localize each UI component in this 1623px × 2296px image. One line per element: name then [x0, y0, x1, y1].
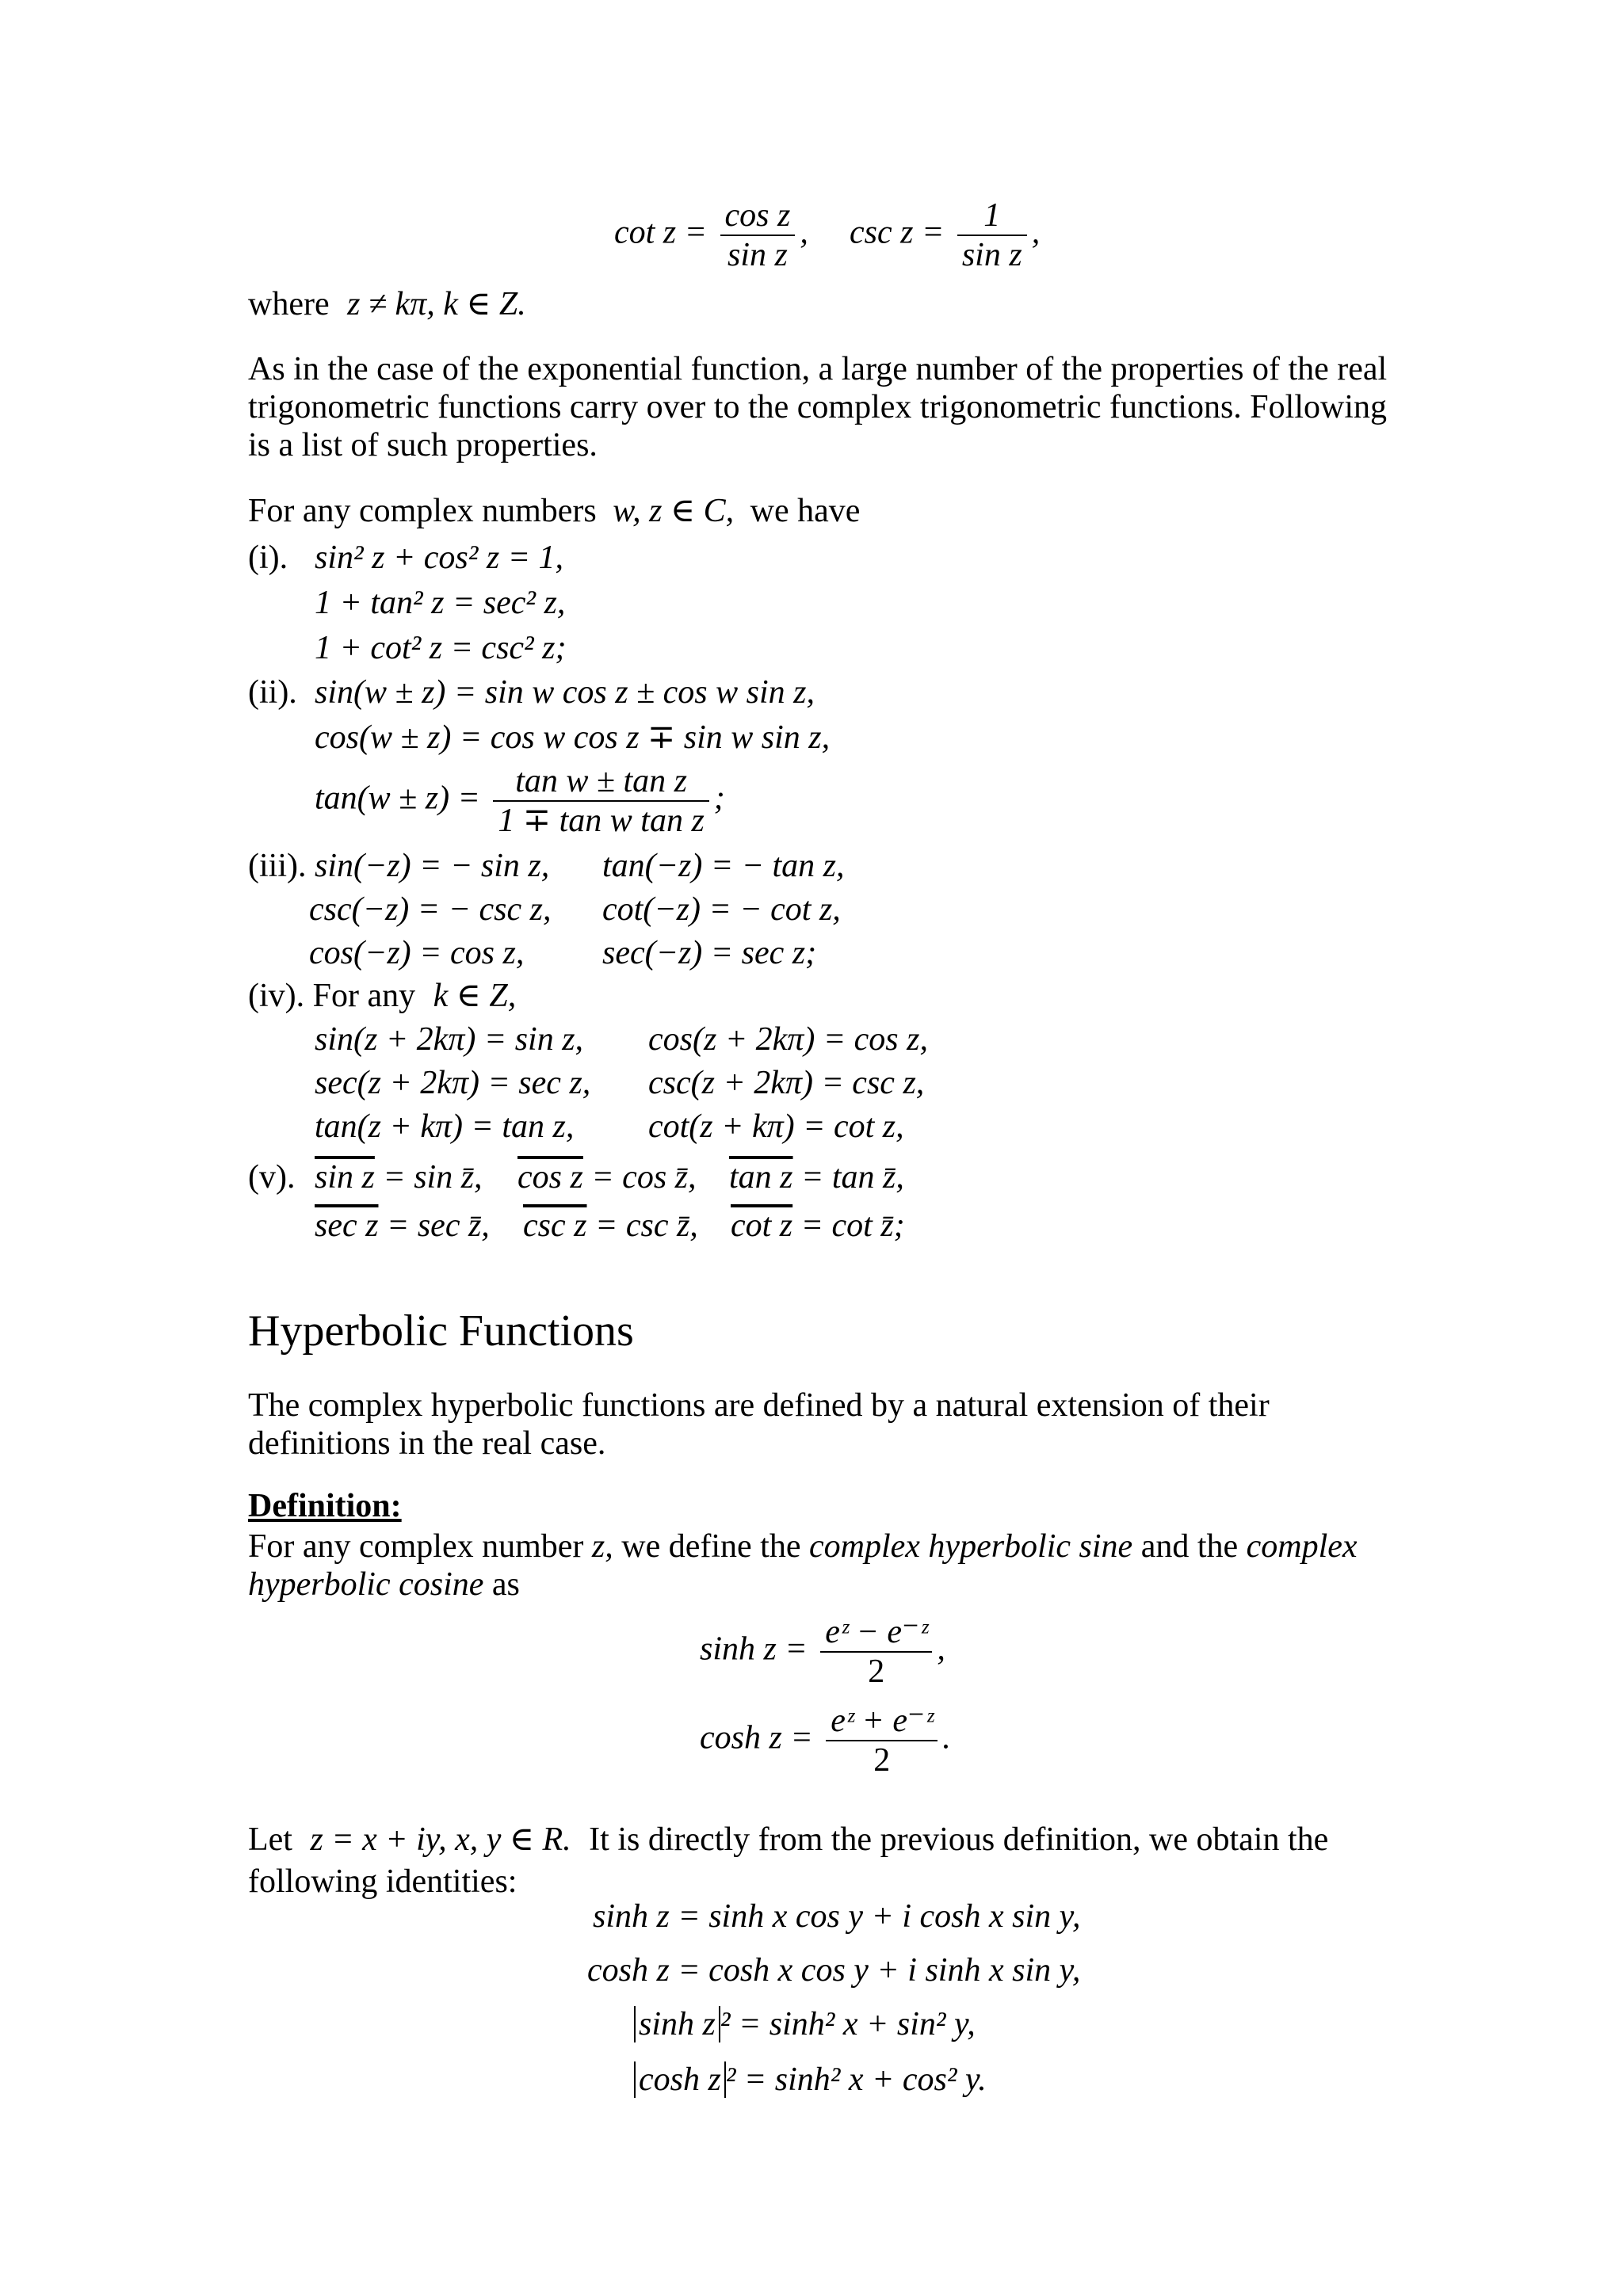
prop-v-cos-lhs: cos z [517, 1159, 583, 1196]
def-term-2a: complex [1246, 1528, 1358, 1565]
intro-paragraph: As in the case of the exponential function, a large number of the properties of the real trigonometric functions carry over to the complex trigonometric functions. Following is a list of such properties. [248, 351, 1388, 463]
csc-fraction [957, 196, 1027, 274]
cosh-definition [700, 1702, 951, 1779]
prop-iv-1b: cos(z + 2kπ) = cos z, [648, 1021, 929, 1058]
prop-ii-1: sin(w ± z) = sin w cos z ± cos w sin z, [315, 674, 815, 711]
identity-abs-cosh [634, 2063, 987, 2096]
prop-iii-2b: cot(−z) = − cot z, [602, 891, 841, 928]
def-text-3: and the [1140, 1528, 1239, 1565]
prop-iv-cond: k ∈ Z, [433, 978, 517, 1014]
tan-sum-numerator: tan w ± tan z [493, 762, 708, 802]
prop-ii-3 [315, 762, 725, 840]
tan-sum-fraction [493, 762, 708, 840]
prop-iv-2a: sec(z + 2kπ) = sec z, [315, 1065, 591, 1101]
prop-v-cot-lhs: cot z [731, 1207, 793, 1244]
cot-numerator: cos z [720, 196, 796, 236]
prop-iii-1b: tan(−z) = − tan z, [602, 848, 845, 884]
sinh-end: , [937, 1630, 945, 1668]
prop-v-csc-rhs: = csc z̄, [594, 1207, 698, 1244]
def-text-4: as [491, 1566, 520, 1603]
for-any-vars: w, z ∈ C, [613, 493, 735, 529]
prop-ii-3-lhs: tan(w ± z) = [315, 780, 480, 817]
identity-sinh: sinh z = sinh x cos y + i cosh x sin y, [593, 1898, 1081, 1935]
hyperbolic-intro: The complex hyperbolic functions are defined by a natural extension of their definitions in the real case. [248, 1387, 1270, 1462]
prop-i-label: (i). [248, 540, 288, 576]
prop-v-tan [729, 1161, 904, 1194]
identity-cosh: cosh z = cosh x cos y + i sinh x sin y, [587, 1952, 1081, 1989]
cosh-denominator: 2 [873, 1742, 891, 1779]
identity-abs-sinh [634, 2008, 976, 2041]
let-rest: It is directly from the previous definition, we obtain the [589, 1821, 1329, 1858]
cot-fraction [720, 196, 796, 274]
identity-abs-cosh-rest: ² = sinh² x + cos² y. [725, 2061, 987, 2098]
cot-definition [614, 196, 808, 274]
abs-sinh: sinh z [634, 2006, 720, 2042]
prop-v-tan-lhs: tan z [729, 1159, 793, 1196]
cosh-end: . [942, 1719, 951, 1756]
prop-v-cos-rhs: = cos z̄, [591, 1159, 697, 1196]
tan-sum-denominator: 1 ∓ tan w tan z [498, 803, 705, 839]
condition-math: z ≠ kπ, k ∈ Z. [347, 286, 526, 322]
def-var: z, [591, 1528, 613, 1565]
section-heading: Hyperbolic Functions [248, 1306, 634, 1356]
csc-comma: , [1031, 214, 1041, 251]
prop-ii-2: cos(w ± z) = cos w cos z ∓ sin w sin z, [315, 719, 831, 756]
def-text-2: we define the [621, 1528, 801, 1565]
csc-definition [850, 196, 1040, 274]
prop-v-sin-lhs: sin z [315, 1159, 375, 1196]
cot-lhs: cot z = [614, 214, 707, 251]
sinh-definition [700, 1613, 945, 1691]
prop-i-3: 1 + cot² z = csc² z; [315, 630, 567, 666]
cosh-numerator: eᶻ + e⁻ᶻ [826, 1702, 938, 1741]
prop-v-csc-lhs: csc z [523, 1207, 587, 1244]
def-term-2b: hyperbolic cosine [248, 1566, 484, 1603]
prop-iii-3b: sec(−z) = sec z; [602, 935, 817, 971]
abs-cosh: cosh z [634, 2061, 726, 2098]
prop-v-sec-rhs: = sec z̄, [386, 1207, 490, 1244]
prop-v-cos [517, 1161, 697, 1194]
prop-iv-label: (iv). For any [248, 978, 416, 1014]
prop-v-sec-lhs: sec z [315, 1207, 379, 1244]
csc-lhs: csc z = [850, 214, 945, 251]
sinh-lhs: sinh z = [700, 1630, 808, 1668]
prop-ii-label: (ii). [248, 674, 297, 711]
csc-denominator: sin z [961, 237, 1022, 273]
prop-iv-line [248, 979, 516, 1013]
cot-comma: , [800, 214, 808, 251]
prop-ii-3-end: ; [713, 780, 725, 817]
prop-v-label: (v). [248, 1159, 296, 1196]
where-text: where [248, 286, 330, 322]
definition-paragraph [248, 1527, 1389, 1604]
sinh-denominator: 2 [868, 1653, 885, 1690]
prop-i-2: 1 + tan² z = sec² z, [315, 585, 566, 621]
for-any-prefix: For any complex numbers [248, 493, 597, 529]
cot-denominator: sin z [727, 237, 788, 273]
let-vars: z = x + iy, x, y ∈ R. [310, 1821, 571, 1858]
prop-i-1: sin² z + cos² z = 1, [315, 540, 564, 576]
prop-iii-1a: sin(−z) = − sin z, [315, 848, 550, 884]
csc-numerator: 1 [957, 196, 1027, 236]
for-any-line [248, 494, 860, 528]
prop-v-tan-rhs: = tan z̄, [801, 1159, 904, 1196]
prop-iv-3a: tan(z + kπ) = tan z, [315, 1108, 575, 1145]
for-any-suffix: we have [750, 493, 861, 529]
prop-iv-2b: csc(z + 2kπ) = csc z, [648, 1065, 925, 1101]
prop-v-cot-rhs: = cot z̄; [800, 1207, 905, 1244]
let-line [248, 1823, 1328, 1856]
sinh-numerator: eᶻ − e⁻ᶻ [820, 1613, 932, 1653]
prop-v-sin-rhs: = sin z̄, [383, 1159, 483, 1196]
let-text: Let [248, 1821, 292, 1858]
prop-v-cot [731, 1209, 905, 1242]
def-text-1: For any complex number [248, 1528, 584, 1565]
prop-iv-1a: sin(z + 2kπ) = sin z, [315, 1021, 584, 1058]
prop-v-sin [315, 1161, 483, 1194]
let-line-2: following identities: [248, 1863, 517, 1900]
prop-iii-label: (iii). [248, 848, 307, 884]
definition-label: Definition: [248, 1488, 402, 1524]
prop-iii-3a: cos(−z) = cos z, [309, 935, 525, 971]
cosh-lhs: cosh z = [700, 1719, 813, 1756]
cosh-fraction [826, 1702, 938, 1779]
prop-v-csc [523, 1209, 698, 1242]
prop-v-sec [315, 1209, 490, 1242]
prop-iv-3b: cot(z + kπ) = cot z, [648, 1108, 904, 1145]
def-term-1: complex hyperbolic sine [809, 1528, 1133, 1565]
prop-iii-2a: csc(−z) = − csc z, [309, 891, 552, 928]
sinh-fraction [820, 1613, 932, 1691]
where-condition [248, 288, 526, 321]
identity-abs-sinh-rest: ² = sinh² x + sin² y, [720, 2006, 976, 2042]
